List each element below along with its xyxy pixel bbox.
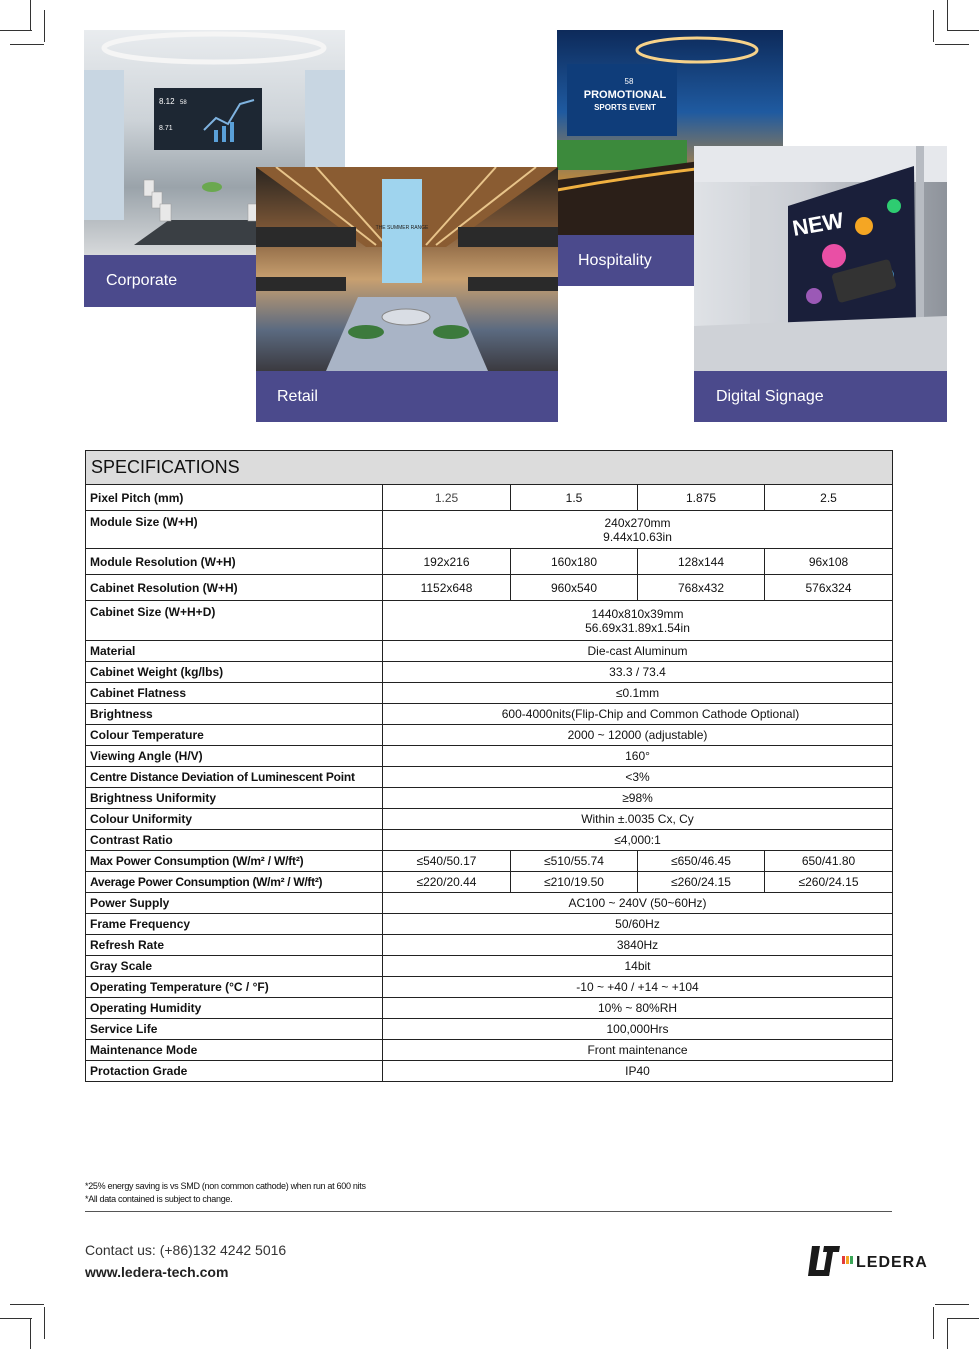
spec-value: ≤510/55.74 — [511, 851, 638, 872]
spec-label: Operating Humidity — [86, 998, 383, 1019]
spec-value: 14bit — [383, 956, 893, 977]
spec-value: 1.25 — [383, 485, 511, 511]
spec-value: ≤210/19.50 — [511, 872, 638, 893]
spec-value: 1.875 — [638, 485, 765, 511]
table-row — [86, 830, 893, 851]
specifications-table — [85, 450, 893, 1082]
spec-value: 192x216 — [383, 549, 511, 575]
spec-value: 160x180 — [511, 549, 638, 575]
table-row — [86, 767, 893, 788]
retail-photo — [256, 167, 558, 371]
spec-value — [383, 601, 893, 641]
spec-label: Module Size (W+H) — [86, 511, 383, 549]
table-row — [86, 914, 893, 935]
spec-value: ≤540/50.17 — [383, 851, 511, 872]
spec-label: Average Power Consumption (W/m² / W/ft²) — [86, 872, 383, 893]
spec-label: Protaction Grade — [86, 1061, 383, 1082]
spec-label: Power Supply — [86, 893, 383, 914]
table-row — [86, 549, 893, 575]
crop-mark — [935, 44, 969, 45]
footnote: *25% energy saving is vs SMD (non common cathode) when run at 600 nits — [85, 1181, 366, 1191]
screen-value-1: 8.12 — [159, 97, 175, 106]
crop-mark — [947, 1318, 979, 1319]
spec-label: Operating Temperature (°C / °F) — [86, 977, 383, 998]
spec-value: 1.5 — [511, 485, 638, 511]
phone-number[interactable]: (+86)132 4242 5016 — [159, 1242, 287, 1258]
divider — [85, 1211, 892, 1212]
footnote: *All data contained is subject to change. — [85, 1194, 233, 1204]
table-row — [86, 1061, 893, 1082]
shopping-mall-illustration — [256, 167, 558, 371]
crop-mark — [10, 1304, 44, 1305]
table-row — [86, 1040, 893, 1061]
spec-label: Pixel Pitch (mm) — [86, 485, 383, 511]
corporate-label: Corporate — [84, 255, 345, 307]
spec-value: ≤260/24.15 — [638, 872, 765, 893]
retail-label: Retail — [256, 371, 558, 422]
table-row — [86, 662, 893, 683]
spec-label: Cabinet Flatness — [86, 683, 383, 704]
table-row — [86, 977, 893, 998]
spec-value: 10% ~ 80%RH — [383, 998, 893, 1019]
spec-value: Within ±.0035 Cx, Cy — [383, 809, 893, 830]
spec-value: 160° — [383, 746, 893, 767]
crop-mark — [44, 10, 45, 42]
crop-mark — [935, 1304, 969, 1305]
spec-label: Contrast Ratio — [86, 830, 383, 851]
ledera-logo-mark — [806, 1242, 936, 1282]
crop-mark — [44, 1307, 45, 1339]
spec-value: 600-4000nits(Flip-Chip and Common Cathode Optional) — [383, 704, 893, 725]
spec-value: 100,000Hrs — [383, 1019, 893, 1040]
table-row — [86, 1019, 893, 1040]
spec-label: Refresh Rate — [86, 935, 383, 956]
spec-value: 2.5 — [765, 485, 893, 511]
spec-value: 50/60Hz — [383, 914, 893, 935]
spec-label: Maintenance Mode — [86, 1040, 383, 1061]
website-link[interactable]: www.ledera-tech.com — [85, 1264, 229, 1280]
brand-name: LEDERA — [856, 1254, 928, 1271]
spec-label: Cabinet Weight (kg/lbs) — [86, 662, 383, 683]
spec-value: ≤4,000:1 — [383, 830, 893, 851]
table-row — [86, 935, 893, 956]
spec-label: Cabinet Size (W+H+D) — [86, 601, 383, 641]
spec-label: Colour Temperature — [86, 725, 383, 746]
crop-mark — [947, 0, 948, 30]
screen-value-3: 58 — [180, 100, 187, 106]
spec-value: Die-cast Aluminum — [383, 641, 893, 662]
crop-mark — [30, 1319, 31, 1349]
contact-line — [85, 1242, 286, 1258]
digital-signage-tile — [694, 146, 947, 422]
footnotes — [85, 1180, 366, 1206]
spec-label: Cabinet Resolution (W+H) — [86, 575, 383, 601]
table-row — [86, 893, 893, 914]
hospitality-label: Hospitality — [557, 235, 783, 286]
table-row — [86, 851, 893, 872]
spec-value: 128x144 — [638, 549, 765, 575]
table-row — [86, 641, 893, 662]
spec-value-line: 9.44x10.63in — [603, 529, 672, 544]
digital-signage-photo — [694, 146, 947, 371]
spec-value: 3840Hz — [383, 935, 893, 956]
table-row — [86, 683, 893, 704]
table-row — [86, 788, 893, 809]
spec-label: Material — [86, 641, 383, 662]
crop-mark — [0, 30, 32, 31]
digital-signage-illustration — [694, 146, 947, 371]
specifications-title: SPECIFICATIONS — [86, 451, 893, 485]
spec-value: 650/41.80 — [765, 851, 893, 872]
spec-label: Colour Uniformity — [86, 809, 383, 830]
spec-value: 960x540 — [511, 575, 638, 601]
ledera-logo — [806, 1242, 936, 1282]
table-row — [86, 725, 893, 746]
spec-value: 2000 ~ 12000 (adjustable) — [383, 725, 893, 746]
hosp-number: 58 — [624, 77, 634, 86]
crop-mark — [947, 1319, 948, 1349]
spec-value: ≤220/20.44 — [383, 872, 511, 893]
spec-value: 576x324 — [765, 575, 893, 601]
spec-value: 1152x648 — [383, 575, 511, 601]
spec-value: 96x108 — [765, 549, 893, 575]
table-row — [86, 601, 893, 641]
crop-mark — [30, 0, 31, 30]
contact-label: Contact us: — [85, 1242, 160, 1258]
crop-mark — [933, 1307, 934, 1339]
table-row — [86, 704, 893, 725]
screen-value-2: 8.71 — [159, 125, 173, 132]
table-row — [86, 746, 893, 767]
spec-value-line: 240x270mm — [604, 515, 671, 530]
table-row — [86, 511, 893, 549]
spec-label: Module Resolution (W+H) — [86, 549, 383, 575]
crop-mark — [10, 44, 44, 45]
spec-label: Max Power Consumption (W/m² / W/ft²) — [86, 851, 383, 872]
table-row — [86, 485, 893, 511]
spec-value: ≤260/24.15 — [765, 872, 893, 893]
signage-new-text: NEW — [790, 207, 846, 241]
spec-value: 33.3 / 73.4 — [383, 662, 893, 683]
spec-label: Brightness Uniformity — [86, 788, 383, 809]
retail-banner-text: THE SUMMER RANGE — [375, 225, 429, 231]
crop-mark — [933, 10, 934, 42]
spec-value: <3% — [383, 767, 893, 788]
table-row — [86, 575, 893, 601]
retail-tile — [256, 167, 558, 422]
spec-label: Centre Distance Deviation of Luminescent Point — [86, 767, 383, 788]
table-row — [86, 956, 893, 977]
spec-value: ≤650/46.45 — [638, 851, 765, 872]
crop-mark — [947, 30, 979, 31]
spec-label: Frame Frequency — [86, 914, 383, 935]
spec-value: -10 ~ +40 / +14 ~ +104 — [383, 977, 893, 998]
spec-value: AC100 ~ 240V (50~60Hz) — [383, 893, 893, 914]
spec-label: Viewing Angle (H/V) — [86, 746, 383, 767]
spec-value-line: 1440x810x39mm — [591, 606, 684, 621]
spec-value: 768x432 — [638, 575, 765, 601]
hosp-headline: PROMOTIONAL — [583, 89, 667, 101]
spec-value-line: 56.69x31.89x1.54in — [585, 620, 690, 635]
table-row — [86, 872, 893, 893]
spec-value — [383, 511, 893, 549]
spec-label: Service Life — [86, 1019, 383, 1040]
spec-value: ≤0.1mm — [383, 683, 893, 704]
spec-label: Brightness — [86, 704, 383, 725]
spec-value: Front maintenance — [383, 1040, 893, 1061]
spec-label: Gray Scale — [86, 956, 383, 977]
table-row — [86, 809, 893, 830]
hosp-subline: SPORTS EVENT — [594, 103, 656, 112]
spec-value: IP40 — [383, 1061, 893, 1082]
digital-signage-label: Digital Signage — [694, 371, 947, 422]
crop-mark — [0, 1318, 32, 1319]
table-row — [86, 998, 893, 1019]
spec-value: ≥98% — [383, 788, 893, 809]
